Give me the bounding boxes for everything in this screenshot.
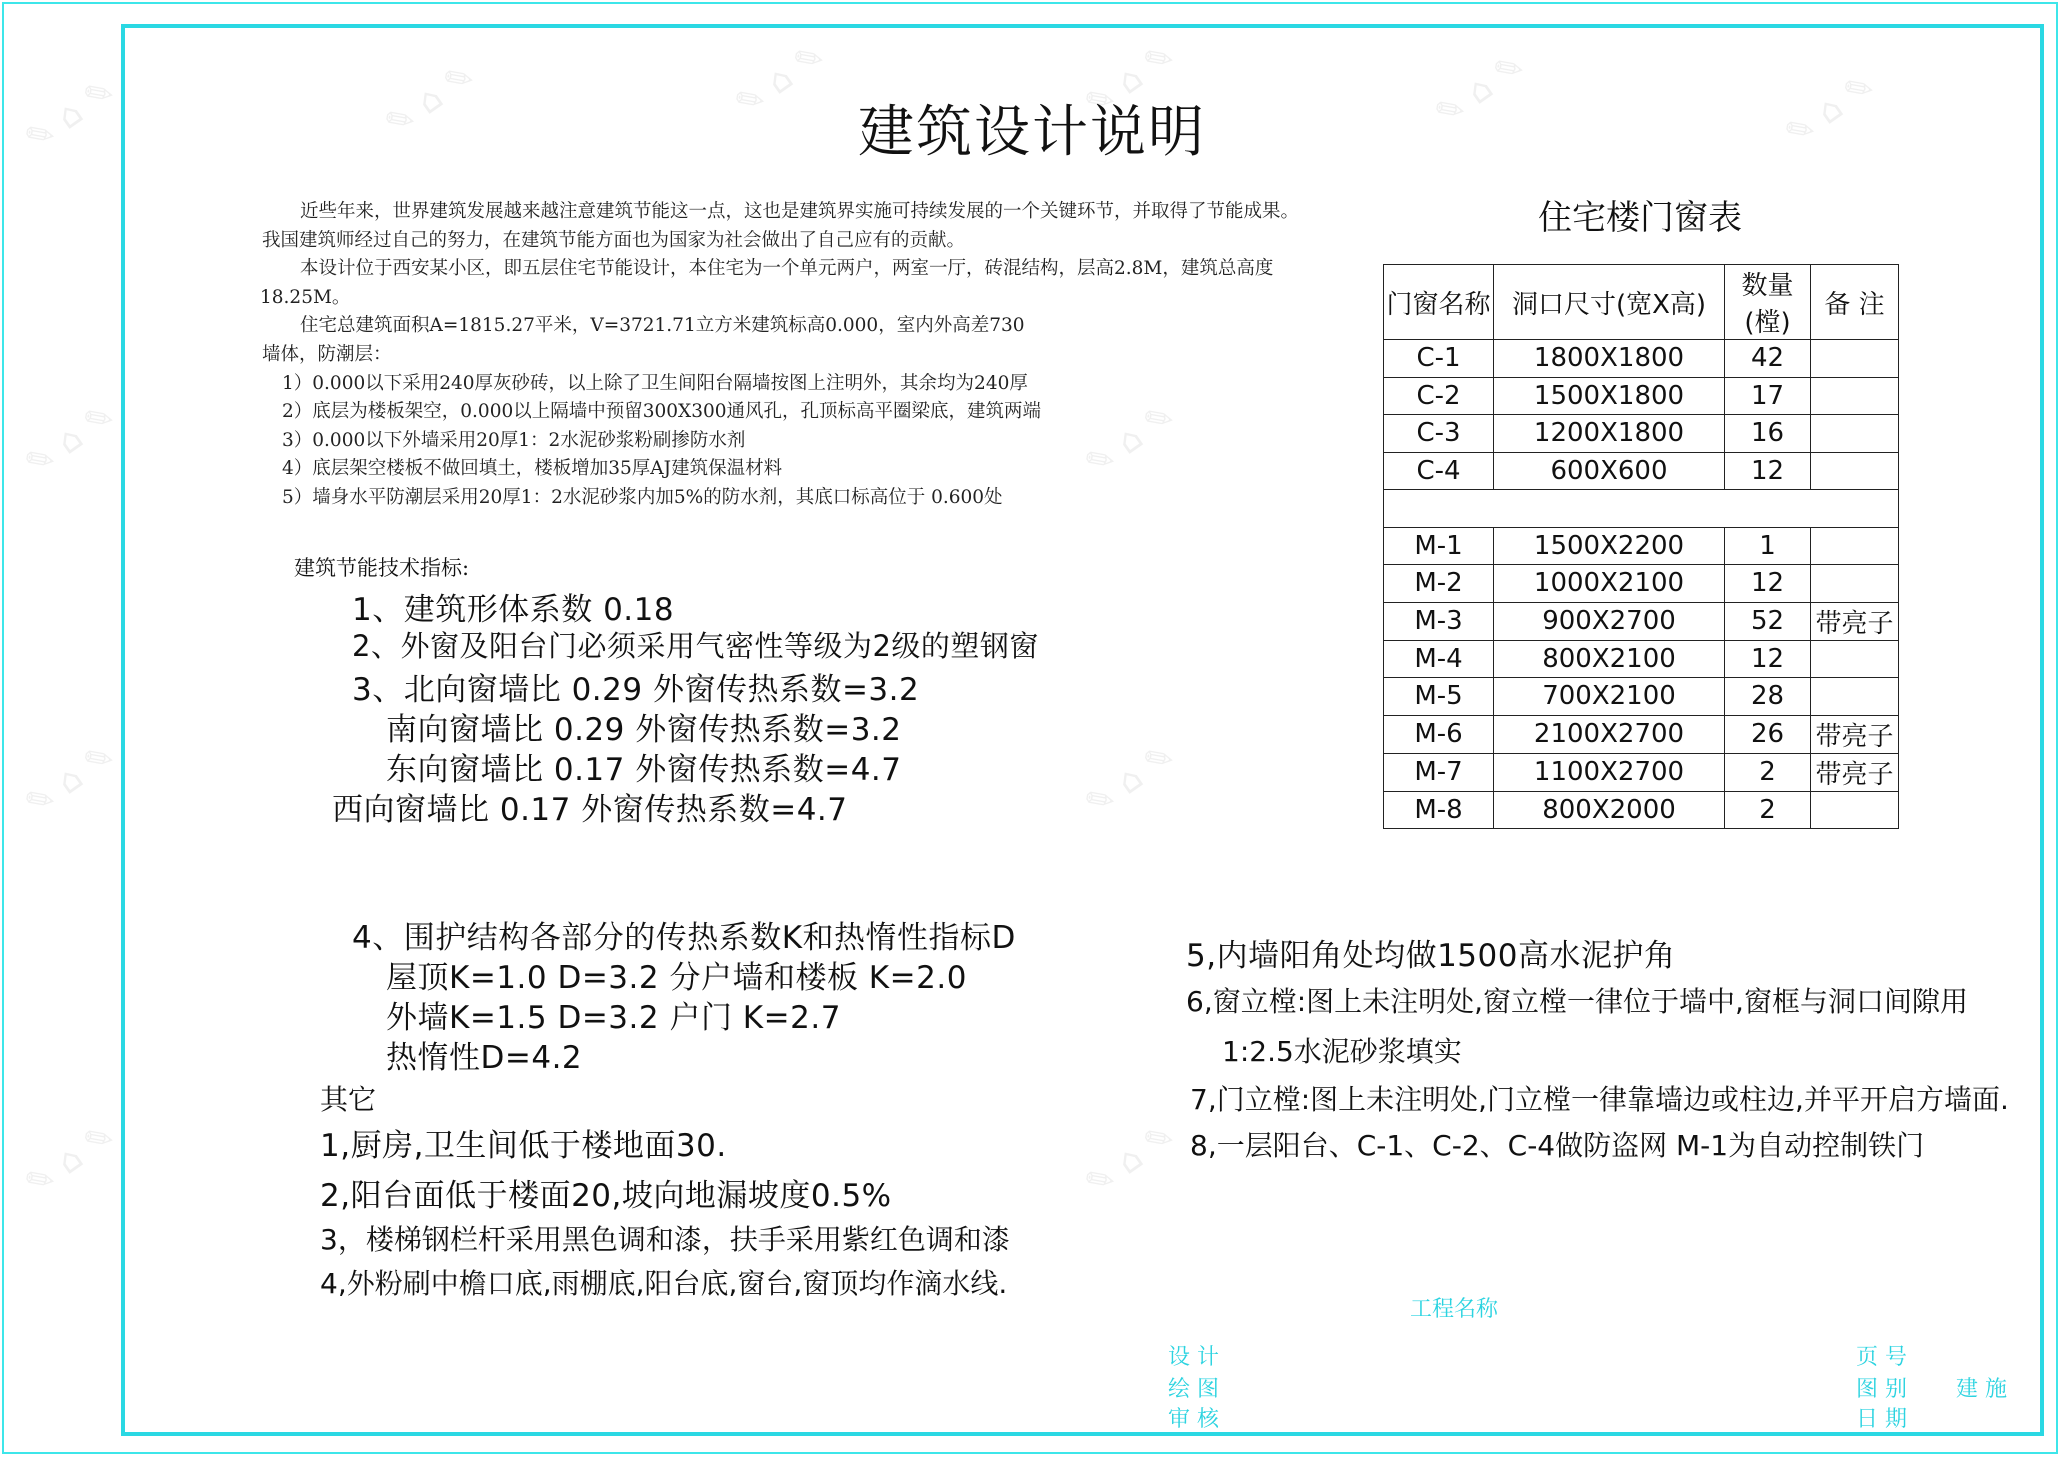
energy-item: 2、外窗及阳台门必须采用气密性等级为2级的塑钢窗 — [352, 629, 1039, 663]
table-cell: 1800X1800 — [1494, 340, 1725, 378]
table-row — [1384, 715, 1899, 753]
intro-line: 1）0.000以下采用240厚灰砂砖，以上除了卫生间阳台隔墙按图上注明外，其余均为240厚 — [282, 372, 1028, 394]
table-cell — [1811, 640, 1899, 678]
intro-line: 近些年来，世界建筑发展越来越注意建筑节能这一点，这也是建筑界实施可持续发展的一个关键环节，并取得了节能成果。 — [300, 201, 1300, 222]
table-cell: 800X2100 — [1494, 640, 1725, 678]
table-cell: M-6 — [1384, 715, 1494, 753]
other-item: 1,厨房,卫生间低于楼地面30. — [320, 1128, 727, 1164]
table-cell: 800X2000 — [1494, 791, 1725, 829]
table-row — [1384, 791, 1899, 829]
watermark: ✎ ⌂ ✎ — [17, 69, 123, 161]
table-cell: 带亮子 — [1811, 602, 1899, 640]
table-row — [1384, 415, 1899, 453]
energy-item: 西向窗墙比 0.17 外窗传热系数=4.7 — [332, 792, 848, 828]
category-label: 建 施 — [1956, 1377, 2007, 1402]
note-6-cont: 1:2.5水泥砂浆填实 — [1222, 1035, 1462, 1068]
watermark: ✎ ⌂ ✎ — [17, 1114, 123, 1206]
table-separator-row — [1384, 490, 1899, 528]
table-cell — [1811, 452, 1899, 490]
table-row — [1384, 640, 1899, 678]
table-row — [1384, 602, 1899, 640]
energy-heading: 建筑节能技术指标: — [294, 556, 470, 580]
table-header: 数量(樘) — [1725, 265, 1811, 340]
table-cell: 1100X2700 — [1494, 753, 1725, 791]
drawing-type-label: 图 别 — [1856, 1377, 1907, 1402]
review-label: 审 核 — [1168, 1407, 1219, 1432]
table-cell: 1 — [1725, 527, 1811, 565]
intro-line: 3）0.000以下外墙采用20厚1：2水泥砂浆粉刷掺防水剂 — [282, 429, 746, 451]
note-8: 8,一层阳台、C-1、C-2、C-4做防盗网 M-1为自动控制铁门 — [1190, 1129, 1925, 1162]
table-cell: 带亮子 — [1811, 715, 1899, 753]
table-row — [1384, 377, 1899, 415]
table-cell: 1500X2200 — [1494, 527, 1725, 565]
table-cell: M-7 — [1384, 753, 1494, 791]
energy-item: 热惰性D=4.2 — [386, 1040, 583, 1076]
watermark: ✎ ⌂ ✎ — [1077, 34, 1183, 126]
table-cell: M-3 — [1384, 602, 1494, 640]
energy-item: 外墙K=1.5 D=3.2 户门 K=2.7 — [386, 1000, 841, 1036]
watermark: ✎ ⌂ ✎ — [727, 34, 833, 126]
table-title: 住宅楼门窗表 — [1538, 198, 1742, 238]
table-cell: 2100X2700 — [1494, 715, 1725, 753]
table-cell: 42 — [1725, 340, 1811, 378]
table-row — [1384, 452, 1899, 490]
table-cell — [1811, 527, 1899, 565]
watermark: ✎ ⌂ ✎ — [1077, 394, 1183, 486]
energy-item: 屋顶K=1.0 D=3.2 分户墙和楼板 K=2.0 — [386, 960, 967, 996]
intro-line: 我国建筑师经过自己的努力，在建筑节能方面也为国家为社会做出了自己应有的贡献。 — [262, 229, 966, 251]
watermark: ✎ ⌂ ✎ — [377, 54, 483, 146]
table-header: 洞口尺寸(宽X高) — [1494, 265, 1725, 340]
watermark: ✎ ⌂ ✎ — [1777, 64, 1883, 156]
table-header: 备 注 — [1811, 265, 1899, 340]
other-heading: 其它 — [320, 1083, 377, 1116]
table-header: 门窗名称 — [1384, 265, 1494, 340]
table-cell: M-4 — [1384, 640, 1494, 678]
table-cell: 12 — [1725, 640, 1811, 678]
intro-text — [262, 198, 1312, 513]
table-row — [1384, 678, 1899, 716]
watermark: ✎ ⌂ ✎ — [1427, 44, 1533, 136]
door-window-table — [1383, 264, 1899, 829]
watermark: ✎ ⌂ ✎ — [17, 394, 123, 486]
table-cell: 2 — [1725, 791, 1811, 829]
watermark: ✎ ⌂ ✎ — [1077, 734, 1183, 826]
table-cell: 600X600 — [1494, 452, 1725, 490]
table-cell — [1811, 791, 1899, 829]
table-cell: 900X2700 — [1494, 602, 1725, 640]
table-cell — [1811, 377, 1899, 415]
table-row — [1384, 565, 1899, 603]
table-cell: 700X2100 — [1494, 678, 1725, 716]
note-5: 5,内墙阳角处均做1500高水泥护角 — [1186, 938, 1676, 974]
table-row — [1384, 340, 1899, 378]
table-cell — [1811, 340, 1899, 378]
table-header-row — [1384, 265, 1899, 340]
table-cell: 28 — [1725, 678, 1811, 716]
table-cell: 带亮子 — [1811, 753, 1899, 791]
table-cell: 26 — [1725, 715, 1811, 753]
energy-item: 4、围护结构各部分的传热系数K和热惰性指标D — [352, 920, 1016, 956]
table-cell: 12 — [1725, 452, 1811, 490]
energy-item: 1、建筑形体系数 0.18 — [352, 592, 675, 628]
table-cell: 52 — [1725, 602, 1811, 640]
watermark: ✎ ⌂ ✎ — [17, 734, 123, 826]
table-cell: 2 — [1725, 753, 1811, 791]
table-cell: C-3 — [1384, 415, 1494, 453]
table-cell: C-2 — [1384, 377, 1494, 415]
table-cell — [1811, 678, 1899, 716]
table-cell: 17 — [1725, 377, 1811, 415]
table-cell: C-4 — [1384, 452, 1494, 490]
table-cell: 1500X1800 — [1494, 377, 1725, 415]
table-cell: M-2 — [1384, 565, 1494, 603]
intro-line: 本设计位于西安某小区，即五层住宅节能设计，本住宅为一个单元两户，两室一厅，砖混结构，层高2.8M，建筑总高度 — [300, 258, 1274, 280]
draw-label: 绘 图 — [1168, 1377, 1219, 1402]
table-cell: C-1 — [1384, 340, 1494, 378]
table-row — [1384, 527, 1899, 565]
table-cell: M-1 — [1384, 527, 1494, 565]
project-name-label: 工程名称 — [1410, 1297, 1499, 1322]
page-no-label: 页 号 — [1856, 1345, 1907, 1370]
intro-line: 5）墙身水平防潮层采用20厚1：2水泥砂浆内加5%的防水剂，其底口标高位于 0.600处 — [282, 486, 1003, 508]
table-row — [1384, 753, 1899, 791]
intro-line: 4）底层架空楼板不做回填土，楼板增加35厚AJ建筑保温材料 — [282, 458, 783, 480]
watermark: ✎ ⌂ ✎ — [1077, 1114, 1183, 1206]
table-cell: 16 — [1725, 415, 1811, 453]
intro-line: 2）底层为楼板架空，0.000以上隔墙中预留300X300通风孔，孔顶标高平圈梁底，建筑两端 — [282, 401, 1042, 423]
other-item: 2,阳台面低于楼面20,坡向地漏坡度0.5% — [320, 1178, 892, 1214]
table-cell — [1811, 415, 1899, 453]
page-title: 建筑设计说明 — [858, 100, 1206, 165]
table-cell: 1000X2100 — [1494, 565, 1725, 603]
table-cell — [1811, 565, 1899, 603]
table-cell: M-5 — [1384, 678, 1494, 716]
table-separator — [1384, 490, 1899, 528]
design-label: 设 计 — [1168, 1345, 1219, 1370]
date-label: 日 期 — [1856, 1407, 1907, 1432]
other-item: 4,外粉刷中檐口底,雨棚底,阳台底,窗台,窗顶均作滴水线. — [320, 1267, 1008, 1300]
intro-line: 墙体，防潮层： — [262, 343, 392, 365]
energy-item: 南向窗墙比 0.29 外窗传热系数=3.2 — [386, 712, 902, 748]
table-cell: M-8 — [1384, 791, 1494, 829]
table-cell: 1200X1800 — [1494, 415, 1725, 453]
intro-line: 18.25M。 — [260, 286, 351, 308]
energy-item: 东向窗墙比 0.17 外窗传热系数=4.7 — [386, 752, 902, 788]
energy-item: 3、北向窗墙比 0.29 外窗传热系数=3.2 — [352, 672, 920, 708]
table-cell: 12 — [1725, 565, 1811, 603]
note-7: 7,门立樘:图上未注明处,门立樘一律靠墙边或柱边,并平开启方墙面. — [1190, 1083, 2009, 1116]
intro-line: 住宅总建筑面积A=1815.27平米，V=3721.71立方米建筑标高0.000，室内外高差730 — [300, 315, 1025, 337]
note-6: 6,窗立樘:图上未注明处,窗立樘一律位于墙中,窗框与洞口间隙用 — [1186, 985, 1968, 1018]
other-item: 3，楼梯钢栏杆采用黑色调和漆，扶手采用紫红色调和漆 — [320, 1223, 1010, 1256]
